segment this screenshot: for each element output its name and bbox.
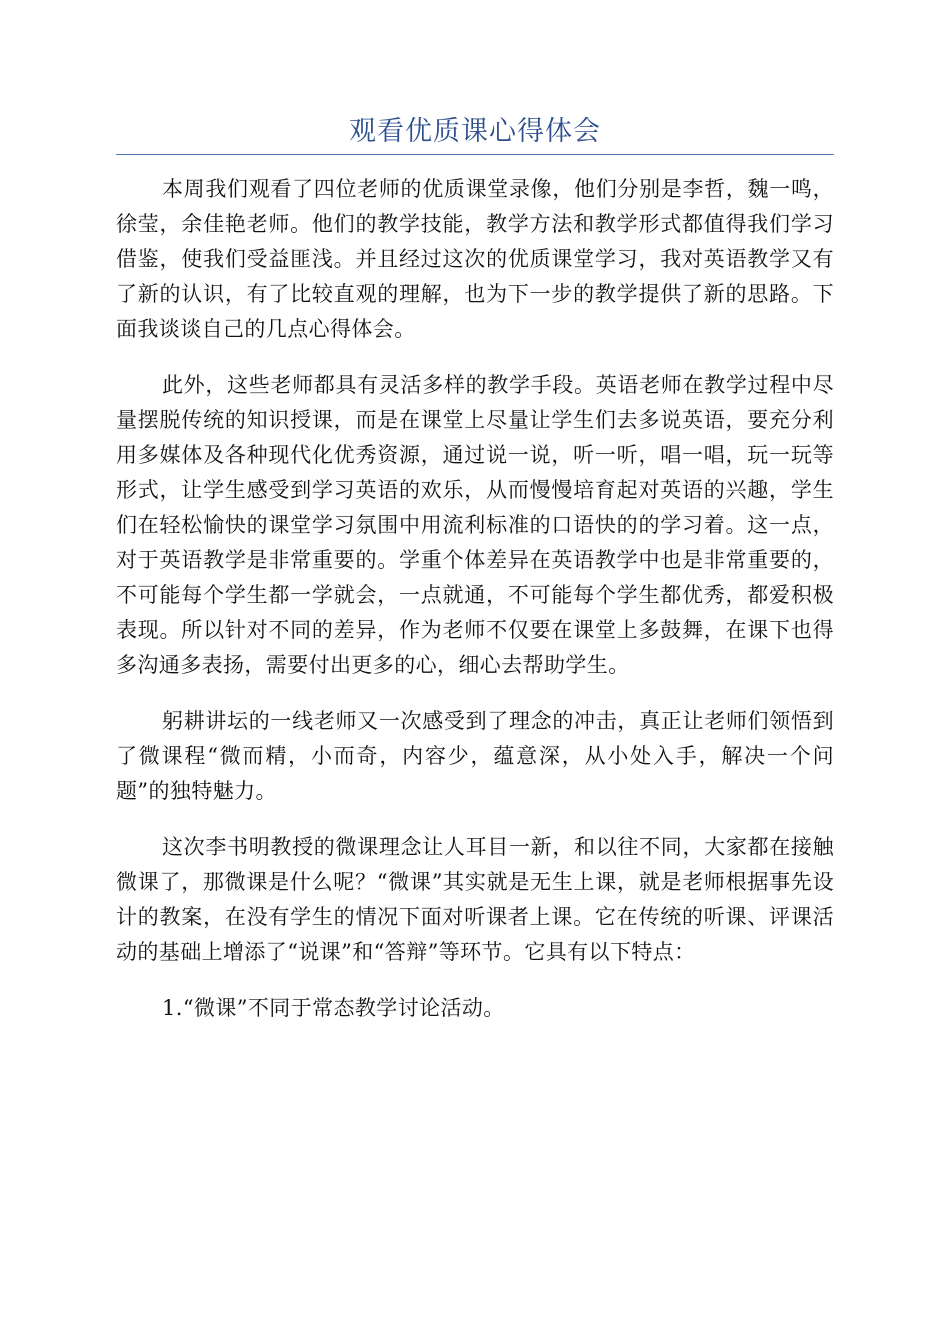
document-title: 观看优质课心得体会 (349, 116, 601, 147)
title-underline (116, 154, 834, 155)
paragraph-intro: 本周我们观看了四位老师的优质课堂录像，他们分别是李哲，魏一鸣，徐莹，余佳艳老师。他们的教学技能，教学方法和教学形式都值得我们学习借鉴，使我们受益匪浅。并且经过这次的优质课堂学习，我对英语教学又有了新的认识，有了比较直观的理解，也为下一步的教学提供了新的思路。下面我谈谈自己的几点心得体会。 (116, 177, 834, 341)
paragraph-micro-course-impact: 躬耕讲坛的一线老师又一次感受到了理念的冲击，真正让老师们领悟到了微课程“微而精，小而奇，内容少，蕴意深，从小处入手，解决一个问题”的独特魅力。 (116, 709, 834, 803)
paragraph-teaching-methods: 此外，这些老师都具有灵活多样的教学手段。英语老师在教学过程中尽量摆脱传统的知识授课，而是在课堂上尽量让学生们去多说英语，要充分利用多媒体及各种现代化优秀资源，通过说一说，听一听，唱一唱，玩一玩等形式，让学生感受到学习英语的欢乐，从而慢慢培育起对英语的兴趣，学生们在轻松愉快的课堂学习氛围中用流利标准的口语快的的学习着。这一点，对于英语教学是非常重要的。学重个体差异在英语教学中也是非常重要的，不可能每个学生都一学就会，一点就通，不可能每个学生都优秀，都爱积极表现。所以针对不同的差异，作为老师不仅要在课堂上多鼓舞，在课下也得多沟通多表扬，需要付出更多的心，细心去帮助学生。 (116, 373, 834, 677)
document-body (116, 172, 834, 1047)
list-item-feature-1: 1.“微课”不同于常态教学讨论活动。 (162, 996, 505, 1020)
paragraph-micro-course-definition: 这次李书明教授的微课理念让人耳目一新，和以往不同，大家都在接触微课了，那微课是什么呢？“微课”其实就是无生上课，就是老师根据事先设计的教案，在没有学生的情况下面对听课者上课。它在传统的听课、评课活动的基础上增添了“说课”和“答辩”等环节。它具有以下特点： (116, 835, 834, 964)
